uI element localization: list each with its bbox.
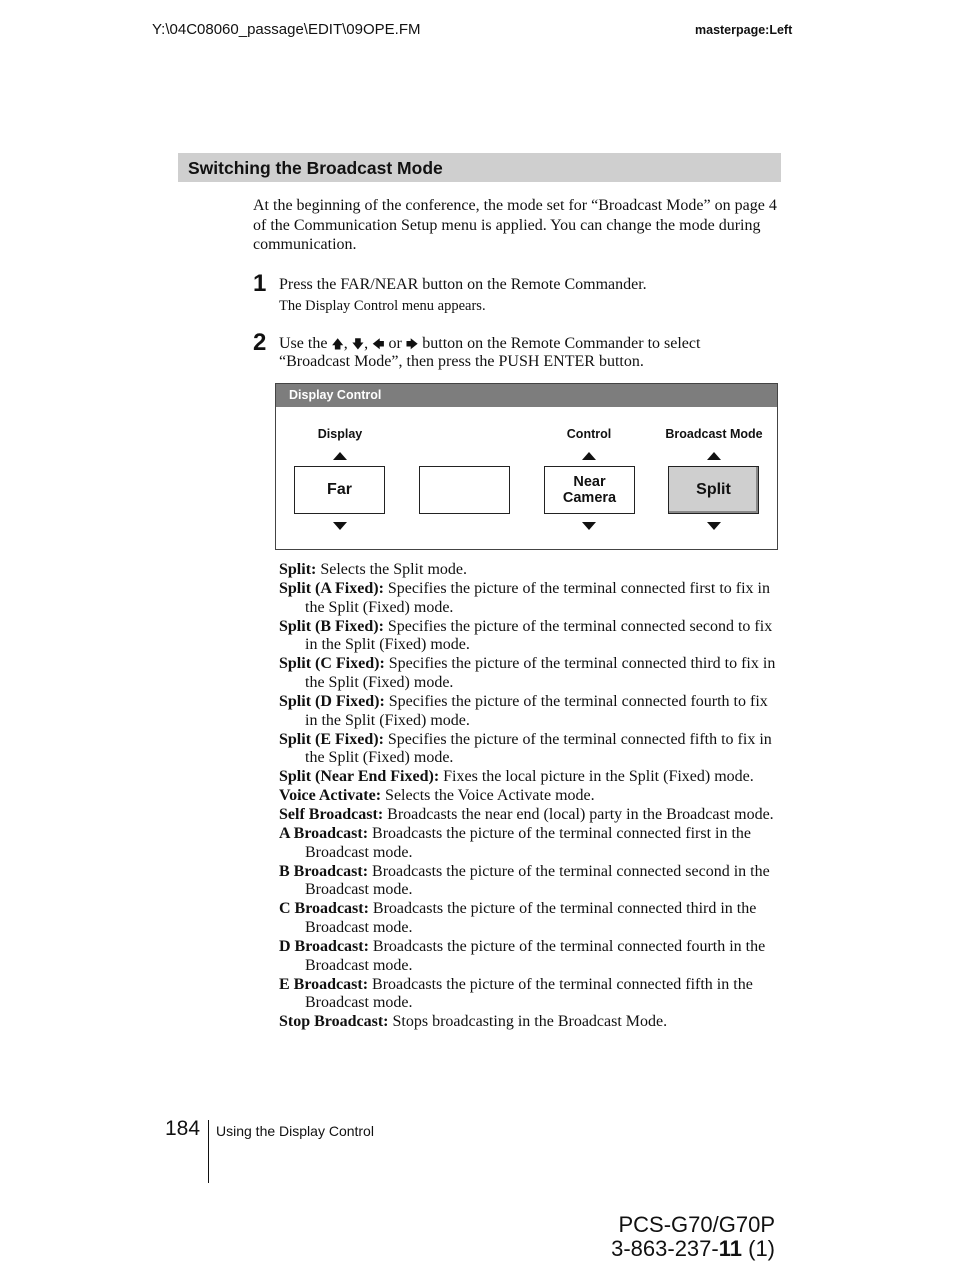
up-arrow-icon: 🡅 xyxy=(331,337,344,351)
step-2-pre: Use the xyxy=(279,335,328,352)
step-1-text: Press the FAR/NEAR button on the Remote Commander. xyxy=(279,276,647,293)
definition-desc: Specifies the picture of the terminal connected second to fix in the Split (Fixed) mode. xyxy=(305,617,773,654)
control-label: Control xyxy=(566,427,612,441)
definition-desc: Specifies the picture of the terminal connected fifth to fix in the Split (Fixed) mode. xyxy=(305,730,772,767)
definition-desc: Broadcasts the picture of the terminal connected second in the Broadcast mode. xyxy=(305,862,770,899)
panel-title: Display Control xyxy=(289,388,382,402)
footer-section-title: Using the Display Control xyxy=(216,1123,374,1139)
page-number: 184 xyxy=(165,1117,201,1140)
definition-item xyxy=(279,806,784,825)
blank-value-box[interactable] xyxy=(419,466,510,514)
definition-term: Split: xyxy=(279,561,317,578)
control-down-arrow-icon[interactable] xyxy=(582,522,596,530)
definition-item xyxy=(279,900,784,938)
model-number: PCS-G70/G70P xyxy=(618,1212,775,1237)
right-arrow-icon: 🡆 xyxy=(405,337,419,351)
definition-desc: Broadcasts the picture of the terminal connected first in the Broadcast mode. xyxy=(305,824,752,861)
definition-desc: Broadcasts the picture of the terminal connected third in the Broadcast mode. xyxy=(305,900,757,937)
definition-desc: Fixes the local picture in the Split (Fixed) mode. xyxy=(443,768,754,786)
left-arrow-icon: 🡄 xyxy=(372,337,385,351)
comma: , xyxy=(343,335,348,352)
definition-term: Voice Activate: xyxy=(279,787,382,805)
broadcast-mode-label: Broadcast Mode xyxy=(665,427,763,441)
catalog-prefix: 3-863-237- xyxy=(611,1236,719,1261)
definition-desc: Specifies the picture of the terminal connected first to fix in the Split (Fixed) mode. xyxy=(305,579,770,616)
step-1-result: The Display Control menu appears. xyxy=(279,298,486,314)
step-2-number: 2 xyxy=(253,329,267,356)
control-value-line1: Near xyxy=(573,474,606,490)
definition-desc: Selects the Voice Activate mode. xyxy=(385,787,595,805)
catalog-suffix: (1) xyxy=(742,1236,775,1261)
definition-desc: Selects the Split mode. xyxy=(320,561,467,578)
definition-item xyxy=(279,863,784,901)
definition-desc: Broadcasts the picture of the terminal connected fifth in the Broadcast mode. xyxy=(305,975,753,1012)
definition-item xyxy=(279,580,784,618)
definition-term: Split (C Fixed): xyxy=(279,655,385,673)
section-title: Switching the Broadcast Mode xyxy=(188,158,443,178)
control-value-line2: Camera xyxy=(562,490,617,506)
definition-term: C Broadcast: xyxy=(279,900,369,918)
display-control-panel xyxy=(275,383,778,550)
panel-title-bar xyxy=(276,384,777,407)
definition-desc: Specifies the picture of the terminal connected third to fix in the Split (Fixed) mode. xyxy=(305,655,776,692)
definition-item xyxy=(279,768,784,787)
broadcast-mode-value-box[interactable] xyxy=(668,466,759,514)
intro-paragraph: At the beginning of the conference, the mode set for “Broadcast Mode” on page 4 of the Communication Setup menu is applied. You can change the mode during communication. xyxy=(253,197,777,253)
section-title-bar xyxy=(178,153,781,182)
definition-item xyxy=(279,618,784,656)
footer-divider xyxy=(208,1120,209,1183)
step-2-or: or xyxy=(388,335,402,352)
display-value: Far xyxy=(327,481,352,498)
definition-item xyxy=(279,561,784,580)
header-masterpage: masterpage:Left xyxy=(695,23,793,37)
definition-term: Self Broadcast: xyxy=(279,805,384,823)
step-1-number: 1 xyxy=(253,270,267,297)
display-label: Display xyxy=(317,427,363,441)
definition-term: Split (B Fixed): xyxy=(279,617,384,635)
definition-desc: Broadcasts the near end (local) party in the Broadcast mode. xyxy=(387,805,774,823)
definition-item xyxy=(279,731,784,769)
control-up-arrow-icon[interactable] xyxy=(582,452,596,460)
broadcast-down-arrow-icon[interactable] xyxy=(707,522,721,530)
step-2-post: button on the Remote Commander to select xyxy=(422,335,701,352)
definition-term: D Broadcast: xyxy=(279,937,369,955)
broadcast-up-arrow-icon[interactable] xyxy=(707,452,721,460)
display-up-arrow-icon[interactable] xyxy=(333,452,347,460)
definition-desc: Stops broadcasting in the Broadcast Mode. xyxy=(392,1013,668,1031)
definition-item xyxy=(279,938,784,976)
definition-item xyxy=(279,693,784,731)
step-2-text-line2: “Broadcast Mode”, then press the PUSH ENTER button. xyxy=(279,353,644,370)
header-file-path: Y:\04C08060_passage\EDIT\09OPE.FM xyxy=(152,21,421,38)
definition-term: Split (D Fixed): xyxy=(279,692,385,710)
definition-term: E Broadcast: xyxy=(279,975,369,993)
broadcast-mode-value: Split xyxy=(696,481,731,498)
definition-term: Stop Broadcast: xyxy=(279,1013,389,1031)
definition-item xyxy=(279,655,784,693)
definition-item xyxy=(279,825,784,863)
definition-term: Split (Near End Fixed): xyxy=(279,768,440,786)
catalog-number xyxy=(560,1236,775,1262)
definition-term: Split (E Fixed): xyxy=(279,730,384,748)
definition-term: A Broadcast: xyxy=(279,824,369,842)
definition-item xyxy=(279,787,784,806)
down-arrow-icon: 🡇 xyxy=(351,337,365,351)
definition-desc: Broadcasts the picture of the terminal connected fourth in the Broadcast mode. xyxy=(305,937,766,974)
definition-item xyxy=(279,976,784,1014)
definition-term: B Broadcast: xyxy=(279,862,369,880)
mode-definition-list xyxy=(279,561,784,1032)
definition-desc: Specifies the picture of the terminal connected fourth to fix in the Split (Fixed) mode. xyxy=(305,692,768,729)
display-down-arrow-icon[interactable] xyxy=(333,522,347,530)
control-value-box[interactable] xyxy=(544,466,635,514)
display-value-box[interactable] xyxy=(294,466,385,514)
definition-term: Split (A Fixed): xyxy=(279,579,384,597)
catalog-revision: 11 xyxy=(718,1236,742,1261)
comma: , xyxy=(364,335,369,352)
definition-item xyxy=(279,1013,784,1032)
